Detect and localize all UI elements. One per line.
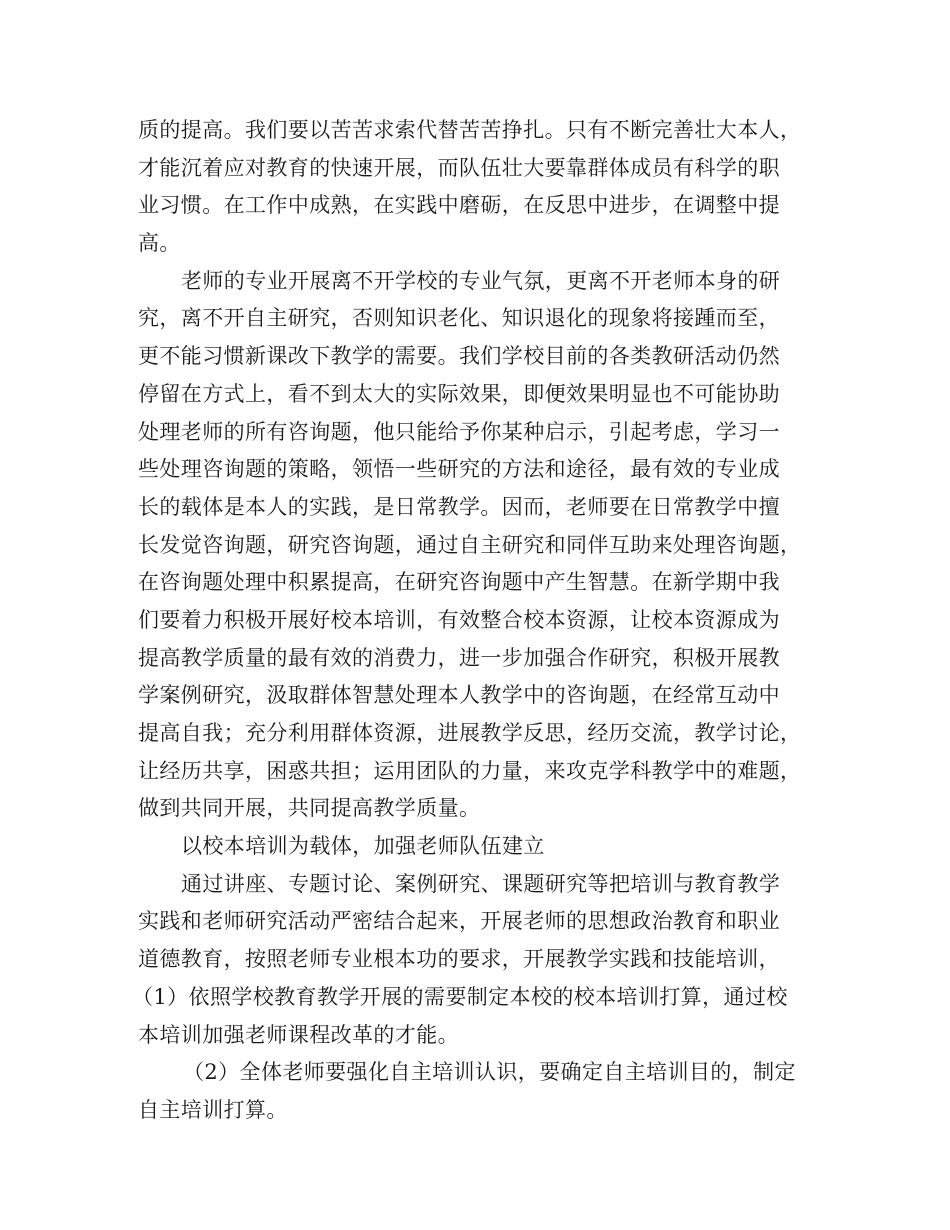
text-line: 们要着力积极开展好校本培训，有效整合校本资源，让校本资源成为 [138, 607, 780, 632]
text-line: 提高教学质量的最有效的消费力，进一步加强合作研究，积极开展教 [138, 645, 780, 670]
text-line: 实践和老师研究活动严密结合起来，开展老师的思想政治教育和职业 [138, 909, 780, 934]
text-line: 处理老师的所有咨询题，他只能给予你某种启示，引起考虑，学习一 [138, 419, 780, 444]
text-line: 质的提高。我们要以苦苦求索代替苦苦挣扎。只有不断完善壮大本人， [138, 118, 802, 142]
text-line: 老师的专业开展离不开学校的专业气氛，更离不开老师本身的研 [181, 268, 781, 293]
text-line: 高。 [138, 231, 181, 256]
text-line: 停留在方式上，看不到太大的实际效果，即便效果明显也不可能协助 [138, 381, 780, 406]
text-line: （2）全体老师要强化自主培训认识，要确定自主培训目的，制定 [183, 1060, 796, 1085]
text-line: 做到共同开展，共同提高教学质量。 [138, 796, 481, 821]
text-line: 才能沉着应对教育的快速开展，而队伍壮大要靠群体成员有科学的职 [138, 155, 780, 180]
text-line: 在咨询题处理中积累提高，在研究咨询题中产生智慧。在新学期中我 [138, 570, 780, 595]
text-line: 长的载体是本人的实践，是日常教学。因而，老师要在日常教学中擅 [138, 494, 780, 519]
text-line: 些处理咨询题的策略，领悟一些研究的方法和途径，最有效的专业成 [138, 457, 780, 482]
text-line: 道德教育，按照老师专业根本功的要求，开展教学实践和技能培训， [138, 947, 780, 972]
text-line: 本培训加强老师课程改革的才能。 [138, 1022, 459, 1047]
text-line: 究，离不开自主研究，否则知识老化、知识退化的现象将接踵而至， [138, 306, 780, 331]
text-line: 提高自我；充分利用群体资源，进展教学反思，经历交流，教学讨论， [138, 721, 802, 745]
text-line: 业习惯。在工作中成熟，在实践中磨砺，在反思中进步，在调整中提 [138, 193, 780, 218]
text-line: 更不能习惯新课改下教学的需要。我们学校目前的各类教研活动仍然 [138, 344, 780, 369]
document-body [132, 112, 838, 1130]
text-line: 通过讲座、专题讨论、案例研究、课题研究等把培训与教育教学 [181, 871, 781, 896]
text-line: 以校本培训为载体，加强老师队伍建立 [181, 834, 545, 859]
text-line: 让经历共享，困惑共担；运用团队的力量，来攻克学科教学中的难题， [138, 758, 802, 783]
text-line: （1）依照学校教育教学开展的需要制定本校的校本培训打算，通过校 [132, 984, 788, 1009]
text-line: 学案例研究，汲取群体智慧处理本人教学中的咨询题，在经常互动中 [138, 683, 780, 708]
text-line: 长发觉咨询题，研究咨询题，通过自主研究和同伴互助来处理咨询题， [138, 532, 802, 557]
text-line: 自主培训打算。 [138, 1097, 288, 1122]
